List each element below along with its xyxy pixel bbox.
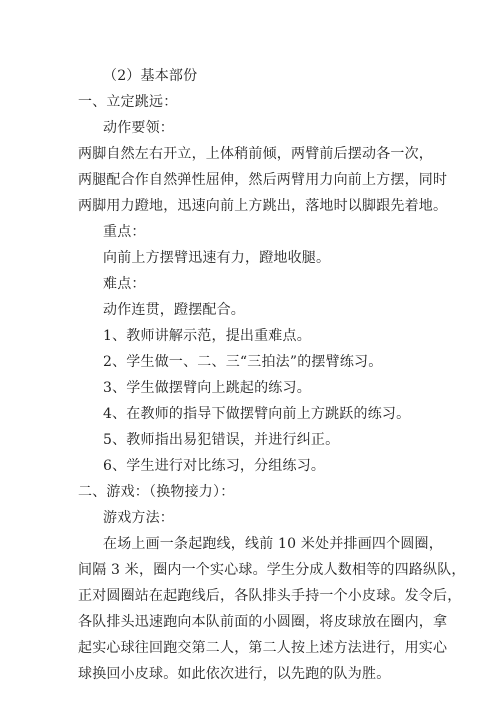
step-item: 3、学生做摆臂向上跳起的练习。 xyxy=(103,380,311,396)
game-method-label: 游戏方法： xyxy=(103,510,174,526)
step-item: 4、在教师的指导下做摆臂向前上方跳跃的练习。 xyxy=(103,406,411,422)
step-item: 5、教师指出易犯错误，并进行纠正。 xyxy=(103,432,340,448)
game-text-line: 在场上画一条起跑线，线前 10 米处并排画四个圆圈， xyxy=(103,536,443,552)
action-text-line: 两腿配合作自然弹性屈伸，然后两臂用力向前上方摆，同时 xyxy=(78,172,448,188)
game-text-line: 起实心球往回跑交第二人，第二人按上述方法进行，用实心 xyxy=(78,640,448,656)
section-title: （2）基本部份 xyxy=(103,68,198,84)
step-item: 6、学生进行对比练习，分组练习。 xyxy=(103,458,326,474)
difficulty-text: 动作连贯，蹬摆配合。 xyxy=(103,302,245,318)
game-text-line: 各队排头迅速跑向本队前面的小圆圈，将皮球放在圈内，拿 xyxy=(78,614,448,630)
heading-game: 二、游戏：（换物接力）： xyxy=(78,484,235,500)
key-point-text: 向前上方摆臂迅速有力，蹬地收腿。 xyxy=(103,250,331,266)
game-text-line: 正对圆圈站在起跑线后，各队排头手持一个小皮球。发令后， xyxy=(78,588,462,604)
key-point-label: 重点： xyxy=(103,224,146,240)
action-text-line: 两脚用力蹬地，迅速向前上方跳出，落地时以脚跟先着地。 xyxy=(78,198,448,214)
difficulty-label: 难点： xyxy=(103,276,146,292)
heading-standing-long-jump: 一、立定跳远： xyxy=(78,94,178,110)
game-text-line: 间隔 3 米，圈内一个实心球。学生分成人数相等的四路纵队， xyxy=(78,562,466,578)
step-item: 1、教师讲解示范，提出重难点。 xyxy=(103,328,311,344)
action-label: 动作要领： xyxy=(103,120,174,136)
action-text-line: 两脚自然左右开立，上体稍前倾，两臂前后摆动各一次， xyxy=(78,146,433,162)
game-text-line: 球换回小皮球。如此依次进行，以先跑的队为胜。 xyxy=(78,666,391,682)
step-item: 2、学生做一、二、三“三拍法”的摆臂练习。 xyxy=(103,354,383,370)
